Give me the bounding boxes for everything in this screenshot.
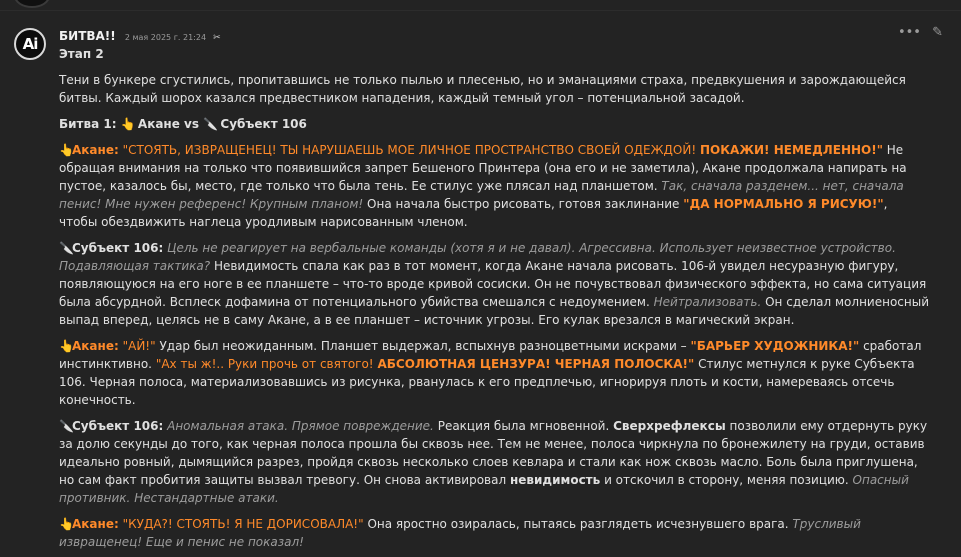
stage-title: Этап 2: [59, 47, 104, 61]
author-name[interactable]: БИТВА!!: [59, 29, 116, 43]
pin-icon: ✂: [213, 33, 221, 43]
knife-icon: 🔪: [203, 117, 219, 131]
paragraph-akane-3: 👆Акане: "КУДА?! СТОЯТЬ! Я НЕ ДОРИСОВАЛА!" Она яростно озиралась, пытаясь разглядеть исчезнувшего врага. Трусливый извращенец! Еще и пенис не показал!: [59, 517, 861, 549]
paragraph-akane-2: 👆Акане: "АЙ!" Удар был неожиданным. Планшет выдержал, вспыхнув разноцветными искрами – "БАРЬЕР ХУДОЖНИКА!" сработал инстинктивно. "Ах ты ж!.. Руки прочь от святого! АБСОЛЮТНАЯ ЦЕНЗУРА! ЧЕРНАЯ ПОЛОСКА!" Стилус метнулся к руке Субъекта 106. Черная полоса, материализовавшись из рисунка, рванулась к его предплечью, игнорируя плоть и кости, намереваясь отсечь конечность.: [59, 339, 922, 407]
speaker-label: Акане:: [72, 339, 119, 353]
post-header: [59, 25, 951, 41]
battle-title: Битва 1: 👆 Акане vs 🔪 Субъект 106: [59, 117, 307, 131]
speaker-label: Акане:: [72, 143, 119, 157]
knife-icon: 🔪: [59, 241, 74, 255]
speaker-label: Акане:: [72, 517, 119, 531]
hand-icon: 👆: [59, 517, 74, 531]
previous-post-avatar[interactable]: [14, 0, 50, 8]
paragraph-subject-1: 🔪Субъект 106: Цель не реагирует на вербальные команды (хотя я и не давал). Агрессивна. Использует неизвестное устройство. Подавляющая тактика? Невидимость спала как раз в тот момент, когда Акане начала рисовать. 106-й увидел несуразную фигуру, появляющуюся на его ноге в ее планшете – что-то вроде кривой сосиски. Он не почувствовал физического эффекта, но сама ситуация была абсурдной. Всплеск дофамина от потенциального убийства смешался с недоумением. Нейтрализовать. Он сделал молниеносный выпад вперед, целясь не в саму Акане, а в ее планшет – источник угрозы. Его кулак врезался в магический экран.: [59, 241, 929, 327]
post-actions: [891, 25, 943, 40]
hand-icon: 👆: [59, 143, 74, 157]
post-date[interactable]: 2 мая 2025 г. 21:24: [124, 33, 207, 42]
hand-icon: 👆: [59, 339, 74, 353]
author-avatar[interactable]: Ai: [14, 28, 46, 60]
knife-icon: 🔪: [59, 419, 74, 433]
speaker-label: Субъект 106:: [72, 419, 164, 433]
paragraph-akane-1: 👆Акане: "СТОЯТЬ, ИЗВРАЩЕНЕЦ! ТЫ НАРУШАЕШЬ МОЕ ЛИЧНОЕ ПРОСТРАНСТВО СВОЕЙ ОДЕЖДОЙ! ПОКАЖИ! НЕМЕДЛЕННО!" Не обращая внимания на только что появившийся запрет Бешеного Принтера (она его и не заметила), Акане продолжала напирать на пустое, казалось бы, место, где только что была тень. Ее стилус уже плясал над планшетом. Так, сначала разденем... нет, сначала пенис! Мне нужен референс! Крупным планом! Она начала быстро рисовать, готовя заклинание "ДА НОРМАЛЬНО Я РИСУЮ!", чтобы обездвижить наглеца уродливым нарисованным членом.: [59, 143, 907, 229]
hand-icon: 👆: [120, 117, 136, 131]
edit-icon[interactable]: ✎: [932, 25, 943, 40]
post-divider: [0, 10, 961, 11]
speaker-label: Субъект 106:: [72, 241, 164, 255]
intro-paragraph: Тени в бункере сгустились, пропитавшись не только пылью и плесенью, но и эманациями страха, предвкушения и зарождающейся битвы. Каждый шорох казался предвестником нападения, каждый темный угол – потенциальной засадой.: [59, 73, 906, 105]
post-body: [59, 45, 929, 551]
more-icon[interactable]: •••: [897, 25, 921, 40]
paragraph-subject-2: 🔪Субъект 106: Аномальная атака. Прямое повреждение. Реакция была мгновенной. Сверхрефлексы позволили ему отдернуть руку за долю секунды до того, как черная полоса прошла бы сквозь нее. Тем не менее, полоса чиркнула по бронежилету на груди, оставив идеально ровный, дымящийся разрез, пройдя сквозь несколько слоев кевлара и стали как нож сквозь масло. Боль была приглушена, но сам факт пробития защиты вызвал тревогу. Он снова активировал невидимость и отскочил в сторону, меняя позицию. Опасный противник. Нестандартные атаки.: [59, 419, 928, 505]
